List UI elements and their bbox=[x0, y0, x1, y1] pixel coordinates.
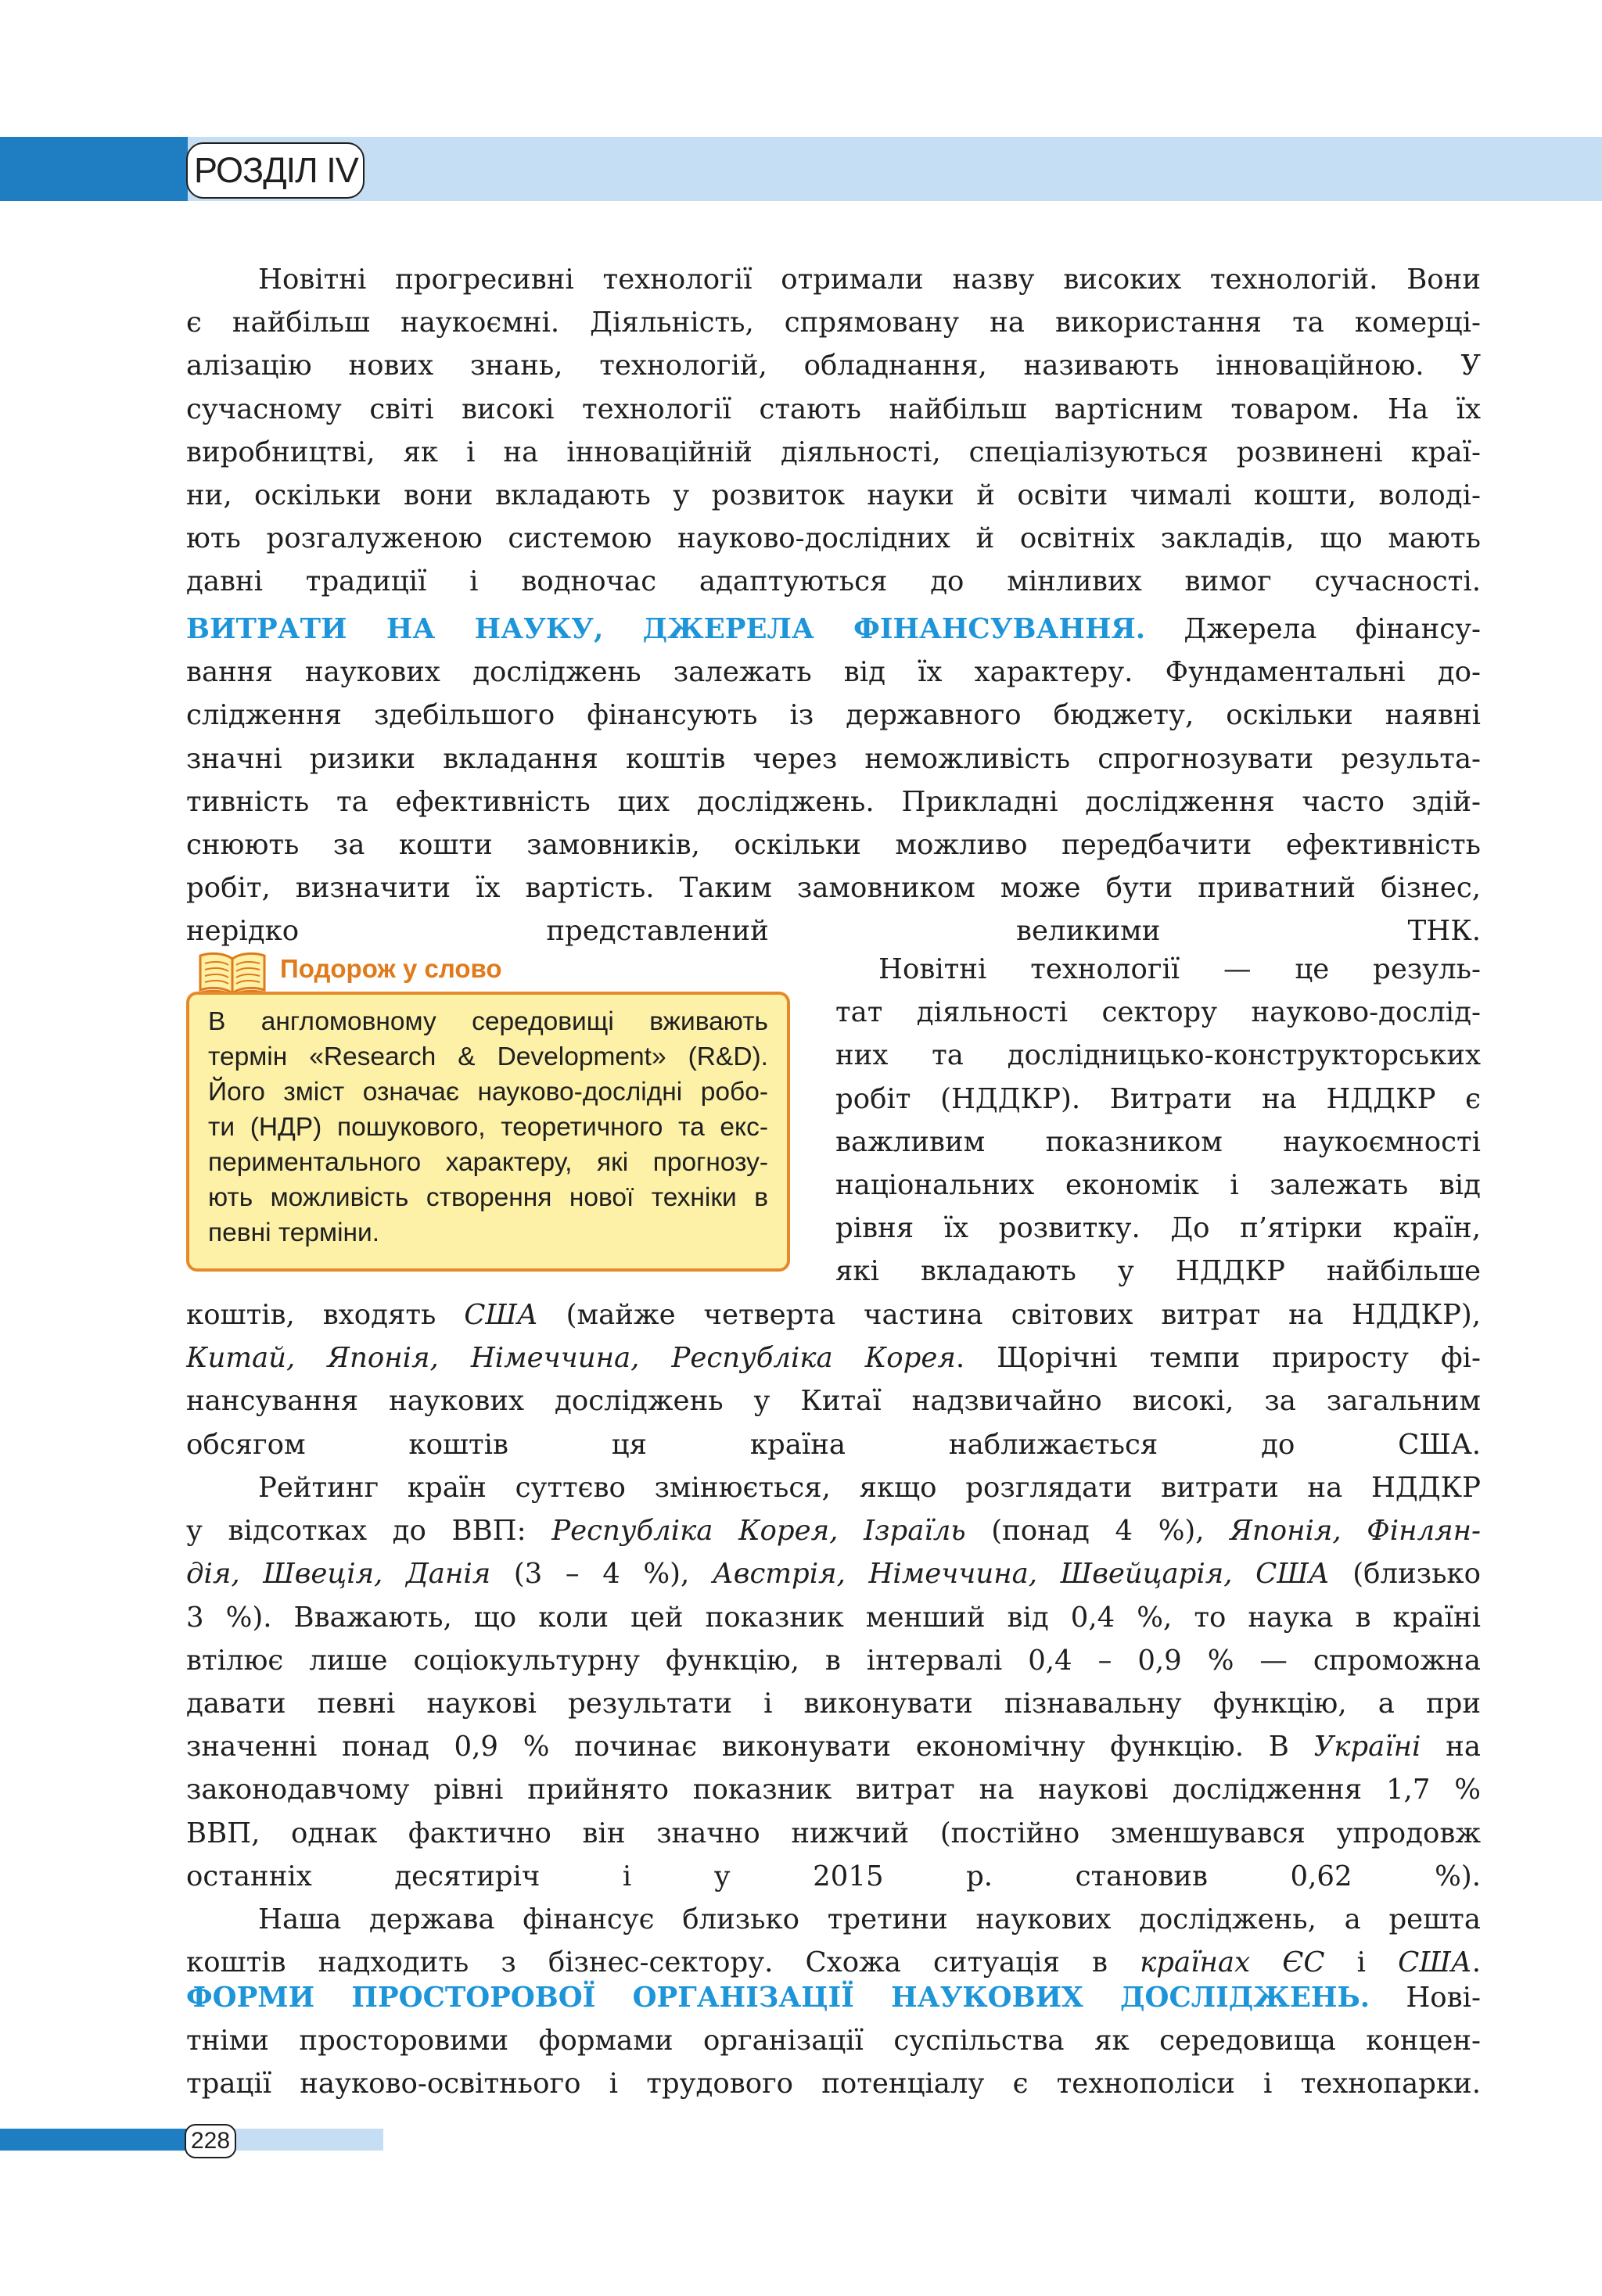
section-heading-line bbox=[186, 608, 1481, 651]
sidebar-line: Його зміст означає науково-дослідні робо- bbox=[208, 1078, 768, 1107]
region-name: країнах ЄС bbox=[1140, 1946, 1325, 1979]
text-line: важливим показником наукоємності bbox=[835, 1125, 1481, 1158]
text-line: Наша держава фінансує близько третини наукових досліджень, а решта bbox=[258, 1903, 1481, 1935]
right-column-text bbox=[835, 948, 1481, 1293]
text-line: 3 %). Вважають, що коли цей показник менший від 0,4 %, то наука в країні bbox=[186, 1601, 1481, 1634]
sidebar-line: В англомовному середовищі вживають bbox=[208, 1007, 768, 1036]
sidebar-content-box bbox=[186, 992, 790, 1272]
section-heading-line bbox=[186, 1976, 1481, 2019]
text-line: давати певні наукові результати і виконувати пізнавальну функцію, а при bbox=[186, 1687, 1481, 1720]
text-line: тат діяльності сектору науково-дослід- bbox=[835, 996, 1481, 1029]
text-line bbox=[186, 1509, 1481, 1552]
sidebar-line: термін «Research & Development» (R&D). bbox=[208, 1042, 768, 1071]
text-line: сучасному світі високі технології стають найбільш вартісним товаром. На їх bbox=[186, 393, 1481, 425]
sidebar-line: певні терміни. bbox=[208, 1218, 380, 1247]
sidebar-line: ють можливість створення нової техніки в bbox=[208, 1183, 768, 1212]
text-line: є найбільш наукоємні. Діяльність, спрямовану на використання та комерці- bbox=[186, 307, 1481, 339]
text-line bbox=[186, 1552, 1481, 1595]
text-line: обсягом коштів ця країна наближається до США. bbox=[186, 1428, 1481, 1461]
page-number: 228 bbox=[185, 2124, 236, 2158]
paragraph-rating bbox=[186, 1466, 1481, 1898]
text-fragment: (понад 4 %), bbox=[965, 1515, 1230, 1548]
text-line: рівня їх розвитку. До п’ятірки країн, bbox=[835, 1212, 1481, 1245]
country-list: Республіка Корея, Ізраїль bbox=[551, 1515, 966, 1548]
section-expenditures bbox=[186, 608, 1481, 953]
country-list: Австрія, Німеччина, Швейцарія, США bbox=[712, 1558, 1330, 1591]
text-line: тивність та ефективність цих досліджень. Прикладні дослідження часто здій- bbox=[186, 785, 1481, 818]
text-line: вання наукових досліджень залежать від їх характеру. Фундаментальні до- bbox=[186, 656, 1481, 689]
country-name: Україні bbox=[1313, 1731, 1421, 1763]
paragraph-countries bbox=[186, 1293, 1481, 1466]
text-line: національних економік і залежать від bbox=[835, 1168, 1481, 1201]
text-line: нансування наукових досліджень у Китаї надзвичайно високі, за загальним bbox=[186, 1385, 1481, 1418]
text-line: значні ризики вкладання коштів через неможливість спрогнозувати результа- bbox=[186, 742, 1481, 775]
paragraph-intro bbox=[186, 258, 1481, 604]
text-fragment: на bbox=[1421, 1731, 1481, 1763]
country-name: США bbox=[1398, 1946, 1472, 1979]
text-fragment: (майже четверта частина світових витрат на НДДКР), bbox=[537, 1299, 1481, 1331]
text-line: робіт, визначити їх вартість. Таким замовником може бути приватний бізнес, bbox=[186, 872, 1481, 905]
footer-band-accent bbox=[0, 2129, 188, 2151]
section-heading: ФОРМИ ПРОСТОРОВОЇ ОРГАНІЗАЦІЇ НАУКОВИХ ДОСЛІДЖЕНЬ. bbox=[186, 1982, 1370, 2014]
text-line: Новітні технології — це резуль- bbox=[878, 953, 1481, 985]
country-list: Японія, Фінлян- bbox=[1230, 1515, 1481, 1548]
paragraph-state-financing bbox=[186, 1898, 1481, 1984]
text-line: робіт (НДДКР). Витрати на НДДКР є bbox=[835, 1082, 1481, 1115]
text-fragment: у відсотках до ВВП: bbox=[186, 1515, 552, 1548]
sidebar-title: Подорож у слово bbox=[280, 954, 502, 983]
country-list: дія, Швеція, Данія bbox=[186, 1558, 491, 1591]
sidebar-line: ти (НДР) пошукового, теоретичного та екс- bbox=[208, 1113, 768, 1142]
text-line: нерідко представлений великими ТНК. bbox=[186, 915, 1481, 948]
text-line: останніх десятиріч і у 2015 р. становив 0,62 %). bbox=[186, 1860, 1481, 1892]
text-line: снюють за кошти замовників, оскільки можливо передбачити ефективність bbox=[186, 828, 1481, 861]
text-line: втілює лише соціокультурну функцію, в інтервалі 0,4 – 0,9 % — спроможна bbox=[186, 1644, 1481, 1677]
text-fragment: коштів, входять bbox=[186, 1299, 465, 1331]
text-line: алізацію нових знань, технологій, обладнання, називають інноваційною. У bbox=[186, 350, 1481, 382]
text-fragment: коштів надходить з бізнес-сектору. Схожа ситуація в bbox=[186, 1946, 1140, 1979]
sidebar-line: периментального характеру, які прогнозу- bbox=[208, 1148, 768, 1177]
text-line: них та дослідницько-конструкторських bbox=[835, 1039, 1481, 1072]
text-line: законодавчому рівні прийнято показник витрат на наукові дослідження 1,7 % bbox=[186, 1774, 1481, 1806]
text-line: Новітні прогресивні технології отримали назву високих технологій. Вони bbox=[258, 264, 1481, 296]
text-fragment: (3 – 4 %), bbox=[490, 1558, 713, 1591]
sidebar-title-row bbox=[186, 948, 796, 996]
country-list: Китай, Японія, Німеччина, Республіка Корея bbox=[186, 1342, 956, 1375]
text-line: ють розгалуженою системою науково-дослідних й освітніх закладів, що мають bbox=[186, 522, 1481, 555]
text-fragment: Нові- bbox=[1370, 1982, 1481, 2014]
text-line: слідження здебільшого фінансують із державного бюджету, оскільки наявні bbox=[186, 699, 1481, 732]
text-fragment: і bbox=[1324, 1946, 1399, 1979]
text-fragment: . bbox=[1471, 1946, 1481, 1979]
text-line: ни, оскільки вони вкладають у розвиток науки й освіти чималі кошти, володі- bbox=[186, 479, 1481, 511]
text-fragment: (близько bbox=[1329, 1558, 1481, 1591]
section-spatial-forms bbox=[186, 1976, 1481, 2106]
text-line bbox=[186, 1725, 1481, 1768]
text-fragment: значенні понад 0,9 % починає виконувати економічну функцію. В bbox=[186, 1731, 1314, 1763]
text-line: тніми просторовими формами організації суспільства як середовища концен- bbox=[186, 2025, 1481, 2057]
text-line: давні традиції і водночас адаптуються до мінливих вимог сучасності. bbox=[186, 565, 1481, 598]
text-fragment: Джерела фінансу- bbox=[1184, 613, 1481, 645]
text-line: ВВП, однак фактично він значно нижчий (постійно зменшувався упродовж bbox=[186, 1817, 1481, 1849]
open-book-icon bbox=[197, 948, 268, 996]
section-label: РОЗДІЛ IV bbox=[186, 142, 365, 199]
country-name: США bbox=[464, 1299, 538, 1331]
text-line: які вкладають у НДДКР найбільше bbox=[835, 1255, 1481, 1288]
text-line: Рейтинг країн суттєво змінюється, якщо розглядати витрати на НДДКР bbox=[258, 1472, 1481, 1504]
text-line bbox=[186, 1293, 1481, 1336]
text-line: трації науково-освітнього і трудового потенціалу є технополіси і технопарки. bbox=[186, 2068, 1481, 2100]
text-line: виробництві, як і на інноваційній діяльності, спеціалізуються розвинені краї- bbox=[186, 436, 1481, 468]
section-heading: ВИТРАТИ НА НАУКУ, ДЖЕРЕЛА ФІНАНСУВАННЯ. bbox=[186, 613, 1146, 645]
sidebar-word-journey bbox=[186, 948, 796, 1247]
text-line bbox=[186, 1336, 1481, 1379]
text-fragment: . Щорічні темпи приросту фі- bbox=[955, 1342, 1481, 1375]
header-band-accent bbox=[0, 137, 188, 201]
